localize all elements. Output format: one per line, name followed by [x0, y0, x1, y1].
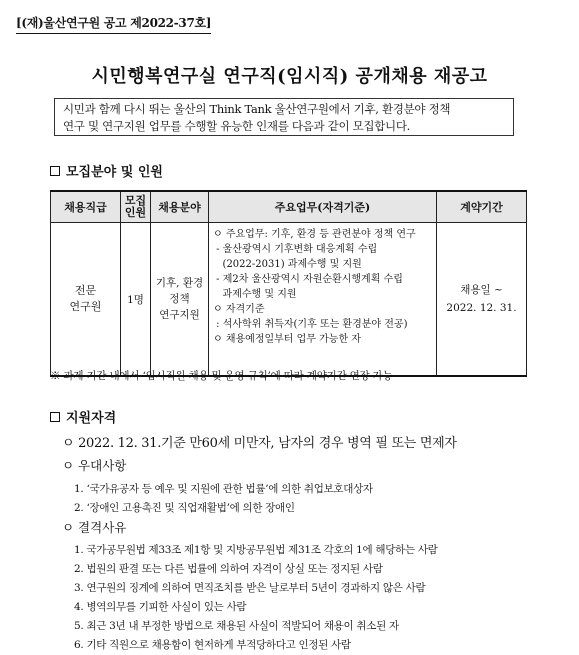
header-contract: 계약기간 [437, 191, 527, 223]
list-item: 2. ‘장애인 고용촉진 및 직업재활법’에 의한 장애인 [74, 502, 295, 514]
preference-heading: ㅇ 우대사항 [62, 458, 127, 473]
extension-note: ※ 과제 기간 내에서 ‘임시직원 채용 및 운영 규칙’에 따라 계약기간 연장 가능 [50, 370, 393, 382]
list-item: 3. 연구원의 징계에 의하여 면직조치를 받은 날로부터 5년이 경과하지 않은 사람 [74, 582, 426, 594]
cell-contract [437, 223, 527, 377]
checkbox-icon [50, 412, 60, 422]
duty-line: - 제2차 울산광역시 자원순환시행계획 수립 [213, 274, 403, 285]
cell-field-text: 기후, 환경 정책 연구지원 [155, 277, 204, 321]
table-header-row [51, 191, 527, 223]
cell-grade [51, 223, 121, 377]
header-grade: 채용직급 [51, 191, 121, 223]
section-recruitment-heading [50, 161, 163, 180]
list-item: 4. 병역의무를 기피한 사실이 있는 사람 [74, 601, 247, 613]
section-qualification-title: 지원자격 [66, 411, 117, 426]
page-title: 시민행복연구실 연구직(임시직) 공개채용 재공고 [91, 66, 488, 87]
recruitment-table [50, 190, 527, 377]
intro-line-1: 시민과 함께 다시 뛰는 울산의 Think Tank 울산연구원에서 기후, 환경분야 정책 [63, 102, 451, 116]
cell-contract-text: 채용일 ~ 2022. 12. 31. [446, 284, 517, 314]
list-item: 5. 최근 3년 내 부정한 방법으로 채용된 사실이 적발되어 채용이 취소된 자 [74, 620, 399, 632]
notice-number: [(재)울산연구원 공고 제2022-37호] [16, 14, 211, 34]
duty-line: ㅇ 주요업무: 기후, 환경 등 관련분야 정책 연구 [213, 229, 416, 240]
intro-line-2: 연구 및 연구지원 업무를 수행할 유능한 인재를 다음과 같이 모집합니다. [63, 119, 411, 133]
list-item: 1. 국가공무원법 제33조 제1항 및 지방공무원법 제31조 각호의 1에 해당하는 사람 [74, 544, 438, 556]
intro-box [54, 98, 514, 136]
duty-line: - 울산광역시 기후변화 대응계획 수립 [213, 244, 378, 255]
disqualification-heading: ㅇ 결격사유 [62, 520, 127, 535]
list-item: 1. ‘국가유공자 등 예우 및 지원에 관한 법률’에 의한 취업보호대상자 [74, 483, 373, 495]
list-item: 6. 기타 직원으로 채용함이 현저하게 부적당하다고 인정된 사람 [74, 639, 351, 651]
section-recruitment-title: 모집분야 및 인원 [66, 165, 163, 180]
cell-grade-text: 전문 연구원 [69, 284, 102, 313]
checkbox-icon [50, 166, 60, 176]
header-duties: 주요업무(자격기준) [209, 191, 437, 223]
cell-field [151, 223, 209, 377]
section-qualification-heading [50, 407, 116, 426]
duty-line: ㅇ 채용예정일부터 업무 가능한 자 [213, 334, 361, 345]
cell-duties [209, 223, 437, 377]
duty-line: : 석사학위 취득자(기후 또는 환경분야 전공) [213, 319, 408, 330]
duty-line: 과제수행 및 지원 [213, 289, 297, 300]
duty-line: ㅇ 자격기준 [213, 304, 265, 315]
header-count [121, 191, 151, 223]
table-row [51, 223, 527, 377]
age-requirement: ㅇ 2022. 12. 31.기준 만60세 미만자, 남자의 경우 병역 필 또는 면제자 [62, 436, 457, 451]
header-count-text: 모집 인원 [124, 194, 147, 219]
header-field: 채용분야 [151, 191, 209, 223]
list-item: 2. 법원의 판결 또는 다른 법률에 의하여 자격이 상실 또는 정지된 사람 [74, 563, 383, 575]
duty-line: (2022-2031) 과제수행 및 지원 [213, 259, 362, 270]
cell-count: 1명 [121, 223, 151, 377]
